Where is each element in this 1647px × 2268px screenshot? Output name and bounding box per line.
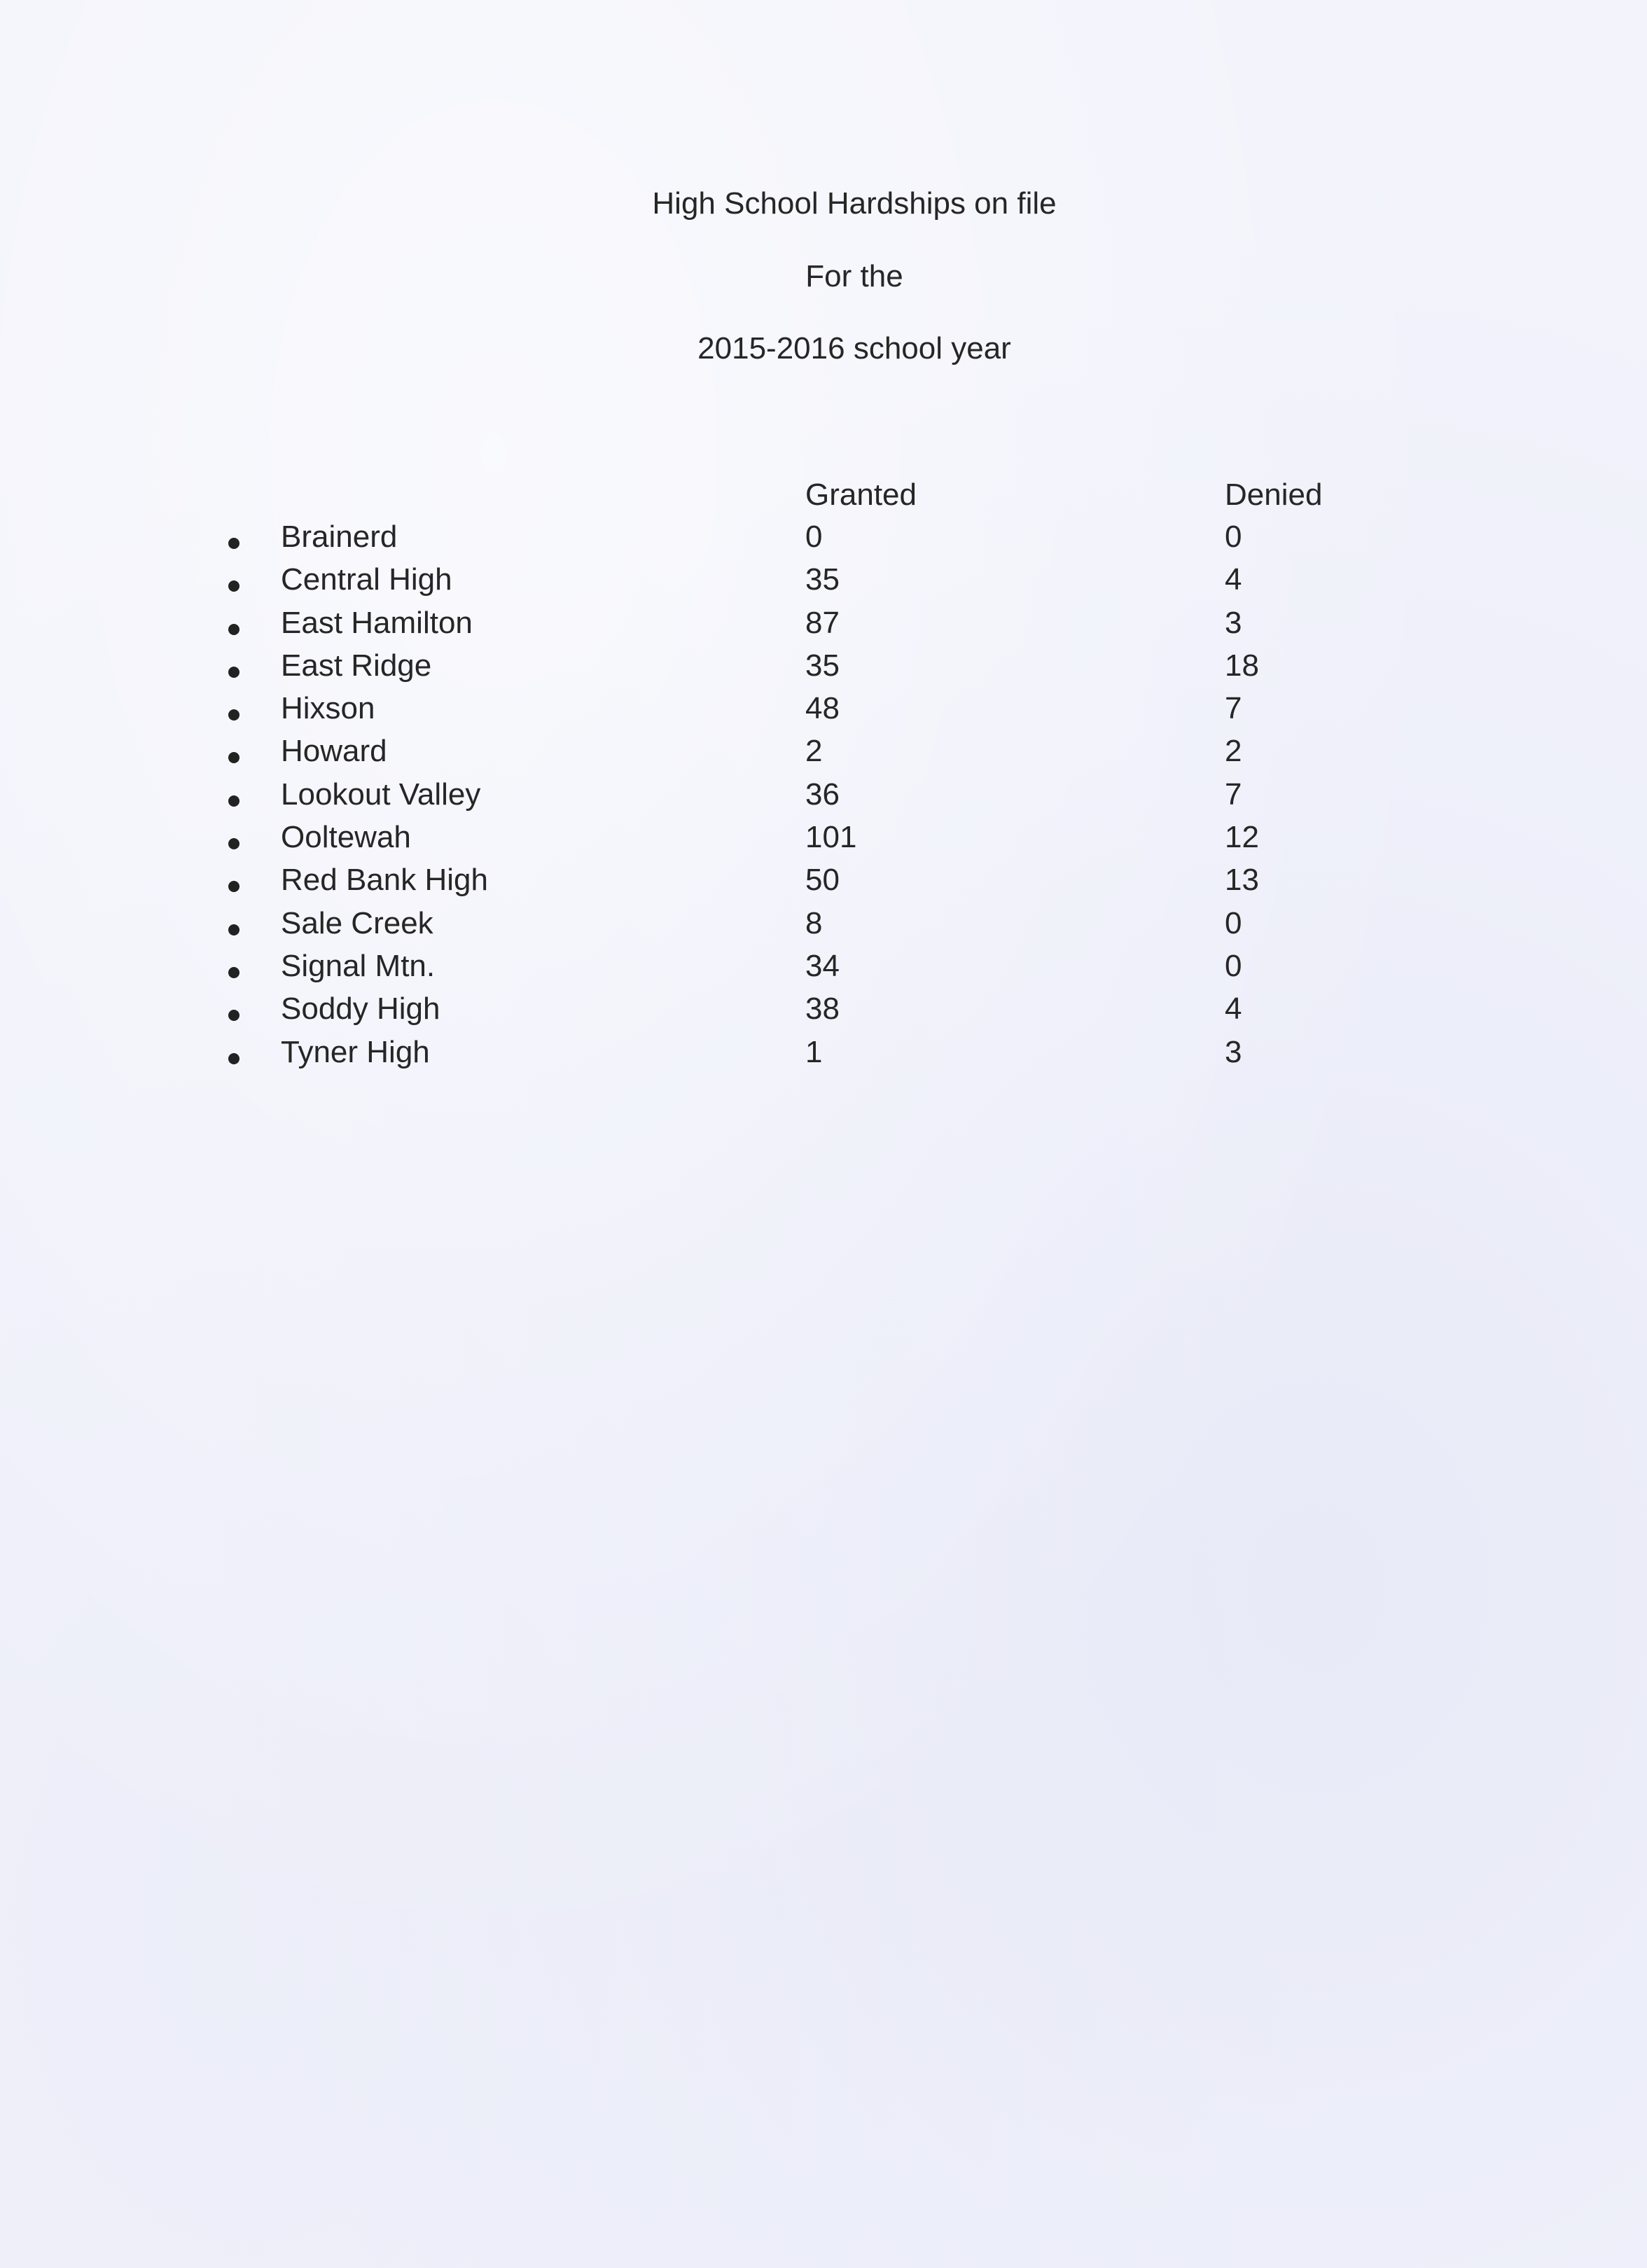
- table-row: [0, 906, 1647, 949]
- granted-count: 35: [805, 562, 840, 597]
- granted-count: 2: [805, 734, 823, 769]
- denied-count: 4: [1225, 992, 1242, 1027]
- granted-count: 38: [805, 992, 840, 1027]
- school-name: Sale Creek: [281, 905, 433, 940]
- bullet-icon: [228, 924, 239, 935]
- school-name: East Ridge: [281, 648, 432, 683]
- bullet-icon: [228, 752, 239, 763]
- school-name: Hixson: [281, 691, 375, 726]
- table-row: [0, 734, 1647, 777]
- school-name: Brainerd: [281, 520, 398, 554]
- bullet-icon: [228, 667, 239, 678]
- denied-column-header: Denied: [1225, 478, 1323, 512]
- bullet-icon: [228, 1053, 239, 1064]
- granted-count: 36: [805, 777, 840, 812]
- table-row: [0, 777, 1647, 820]
- table-row: [0, 691, 1647, 734]
- table-row: [0, 648, 1647, 691]
- denied-count: 7: [1225, 691, 1242, 726]
- hardship-table: [0, 520, 1647, 1078]
- school-name: Ooltewah: [281, 820, 411, 855]
- school-name: Red Bank High: [281, 863, 488, 898]
- granted-count: 35: [805, 648, 840, 683]
- granted-count: 48: [805, 691, 840, 726]
- granted-count: 101: [805, 820, 857, 855]
- bullet-icon: [228, 580, 239, 592]
- denied-count: 3: [1225, 1034, 1242, 1069]
- denied-count: 13: [1225, 863, 1259, 898]
- table-row: [0, 949, 1647, 992]
- granted-count: 1: [805, 1034, 823, 1069]
- bullet-icon: [228, 1010, 239, 1021]
- page-title: High School Hardships on file: [652, 186, 1057, 221]
- denied-count: 2: [1225, 734, 1242, 769]
- school-year: 2015-2016 school year: [697, 331, 1011, 366]
- school-name: Howard: [281, 734, 387, 769]
- table-row: [0, 820, 1647, 863]
- granted-count: 8: [805, 905, 823, 940]
- bullet-icon: [228, 795, 239, 807]
- denied-count: 0: [1225, 520, 1242, 554]
- granted-count: 50: [805, 863, 840, 898]
- school-name: Soddy High: [281, 992, 440, 1027]
- school-name: Tyner High: [281, 1034, 430, 1069]
- table-row: [0, 562, 1647, 605]
- bullet-icon: [228, 967, 239, 978]
- bullet-icon: [228, 709, 239, 721]
- bullet-icon: [228, 538, 239, 549]
- bullet-icon: [228, 624, 239, 635]
- table-row: [0, 1035, 1647, 1078]
- denied-count: 7: [1225, 777, 1242, 812]
- bullet-icon: [228, 838, 239, 849]
- granted-count: 87: [805, 605, 840, 640]
- granted-column-header: Granted: [805, 478, 917, 512]
- table-row: [0, 520, 1647, 562]
- school-name: East Hamilton: [281, 605, 473, 640]
- granted-count: 34: [805, 948, 840, 983]
- denied-count: 0: [1225, 948, 1242, 983]
- denied-count: 3: [1225, 605, 1242, 640]
- table-row: [0, 992, 1647, 1034]
- table-row: [0, 863, 1647, 905]
- granted-count: 0: [805, 520, 823, 554]
- denied-count: 12: [1225, 820, 1259, 855]
- school-name: Signal Mtn.: [281, 948, 436, 983]
- school-name: Lookout Valley: [281, 777, 481, 812]
- school-name: Central High: [281, 562, 452, 597]
- denied-count: 18: [1225, 648, 1259, 683]
- page-subtitle: For the: [805, 259, 903, 293]
- table-row: [0, 606, 1647, 648]
- denied-count: 0: [1225, 905, 1242, 940]
- bullet-icon: [228, 881, 239, 892]
- denied-count: 4: [1225, 562, 1242, 597]
